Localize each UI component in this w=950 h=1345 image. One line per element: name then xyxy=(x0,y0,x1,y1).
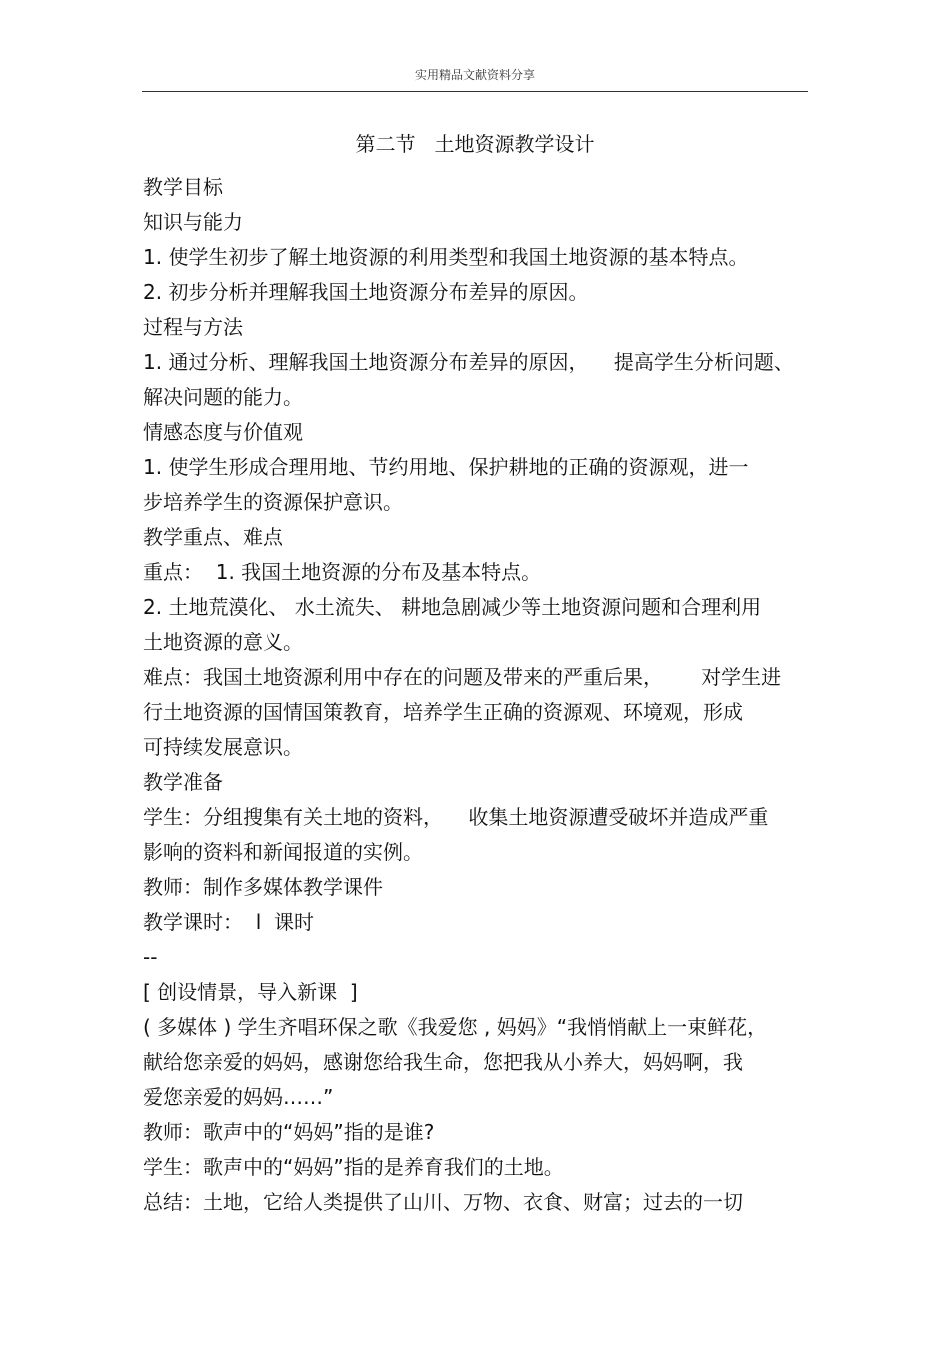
document-body xyxy=(143,170,823,1220)
paragraph-line: 重点： 1. 我国土地资源的分布及基本特点。 xyxy=(143,560,542,584)
paragraph-line: 可持续发展意识。 xyxy=(143,735,303,759)
paragraph-line: 解决问题的能力。 xyxy=(143,385,303,409)
paragraph-line: 行土地资源的国情国策教育，培养学生正确的资源观、环境观，形成 xyxy=(143,700,743,724)
paragraph-line: 爱您亲爱的妈妈……” xyxy=(143,1085,334,1109)
paragraph-line: 教师：歌声中的“妈妈”指的是谁? xyxy=(143,1120,435,1144)
subheading-knowledge-ability: 知识与能力 xyxy=(143,210,243,234)
subheading-process-method: 过程与方法 xyxy=(143,315,243,339)
section-heading-teaching-goals: 教学目标 xyxy=(143,175,223,199)
section-heading-key-points: 教学重点、难点 xyxy=(143,525,283,549)
paragraph-line: 难点：我国土地资源利用中存在的问题及带来的严重后果， 对学生进 xyxy=(143,665,782,689)
paragraph-line: 2. 土地荒漠化、 水土流失、 耕地急剧减少等土地资源问题和合理利用 xyxy=(143,595,762,619)
page-header: 实用精品文献资料分享 xyxy=(414,68,535,82)
paragraph-line: 1. 使学生形成合理用地、节约用地、保护耕地的正确的资源观，进一 xyxy=(143,455,749,479)
paragraph-line: 2. 初步分析并理解我国土地资源分布差异的原因。 xyxy=(143,280,589,304)
paragraph-line: 影响的资料和新闻报道的实例。 xyxy=(143,840,423,864)
section-heading-preparation: 教学准备 xyxy=(143,770,223,794)
paragraph-line: 土地资源的意义。 xyxy=(143,630,303,654)
paragraph-line: 教师：制作多媒体教学课件 xyxy=(143,875,383,899)
subheading-attitude-values: 情感态度与价值观 xyxy=(143,420,303,444)
paragraph-line: 教学课时： l 课时 xyxy=(143,910,314,934)
separator-line: -- xyxy=(143,945,158,969)
paragraph-line: ( 多媒体 ) 学生齐唱环保之歌《我爱您 , 妈妈》“我悄悄献上一束鲜花， xyxy=(143,1015,768,1039)
paragraph-line: 学生：歌声中的“妈妈”指的是养育我们的土地。 xyxy=(143,1155,564,1179)
paragraph-line: 总结：土地，它给人类提供了山川、万物、衣食、财富；过去的一切 xyxy=(143,1190,743,1214)
document-title: 第二节 土地资源教学设计 xyxy=(355,132,595,156)
paragraph-line: 献给您亲爱的妈妈，感谢您给我生命，您把我从小养大，妈妈啊，我 xyxy=(143,1050,743,1074)
header-divider xyxy=(142,91,808,92)
paragraph-line: 1. 使学生初步了解土地资源的利用类型和我国土地资源的基本特点。 xyxy=(143,245,749,269)
paragraph-line: 1. 通过分析、理解我国土地资源分布差异的原因， 提高学生分析问题、 xyxy=(143,350,794,374)
paragraph-line: 学生：分组搜集有关土地的资料， 收集土地资源遭受破坏并造成严重 xyxy=(143,805,769,829)
section-heading-introduction: [ 创设情景，导入新课 ] xyxy=(143,980,358,1004)
paragraph-line: 步培养学生的资源保护意识。 xyxy=(143,490,403,514)
